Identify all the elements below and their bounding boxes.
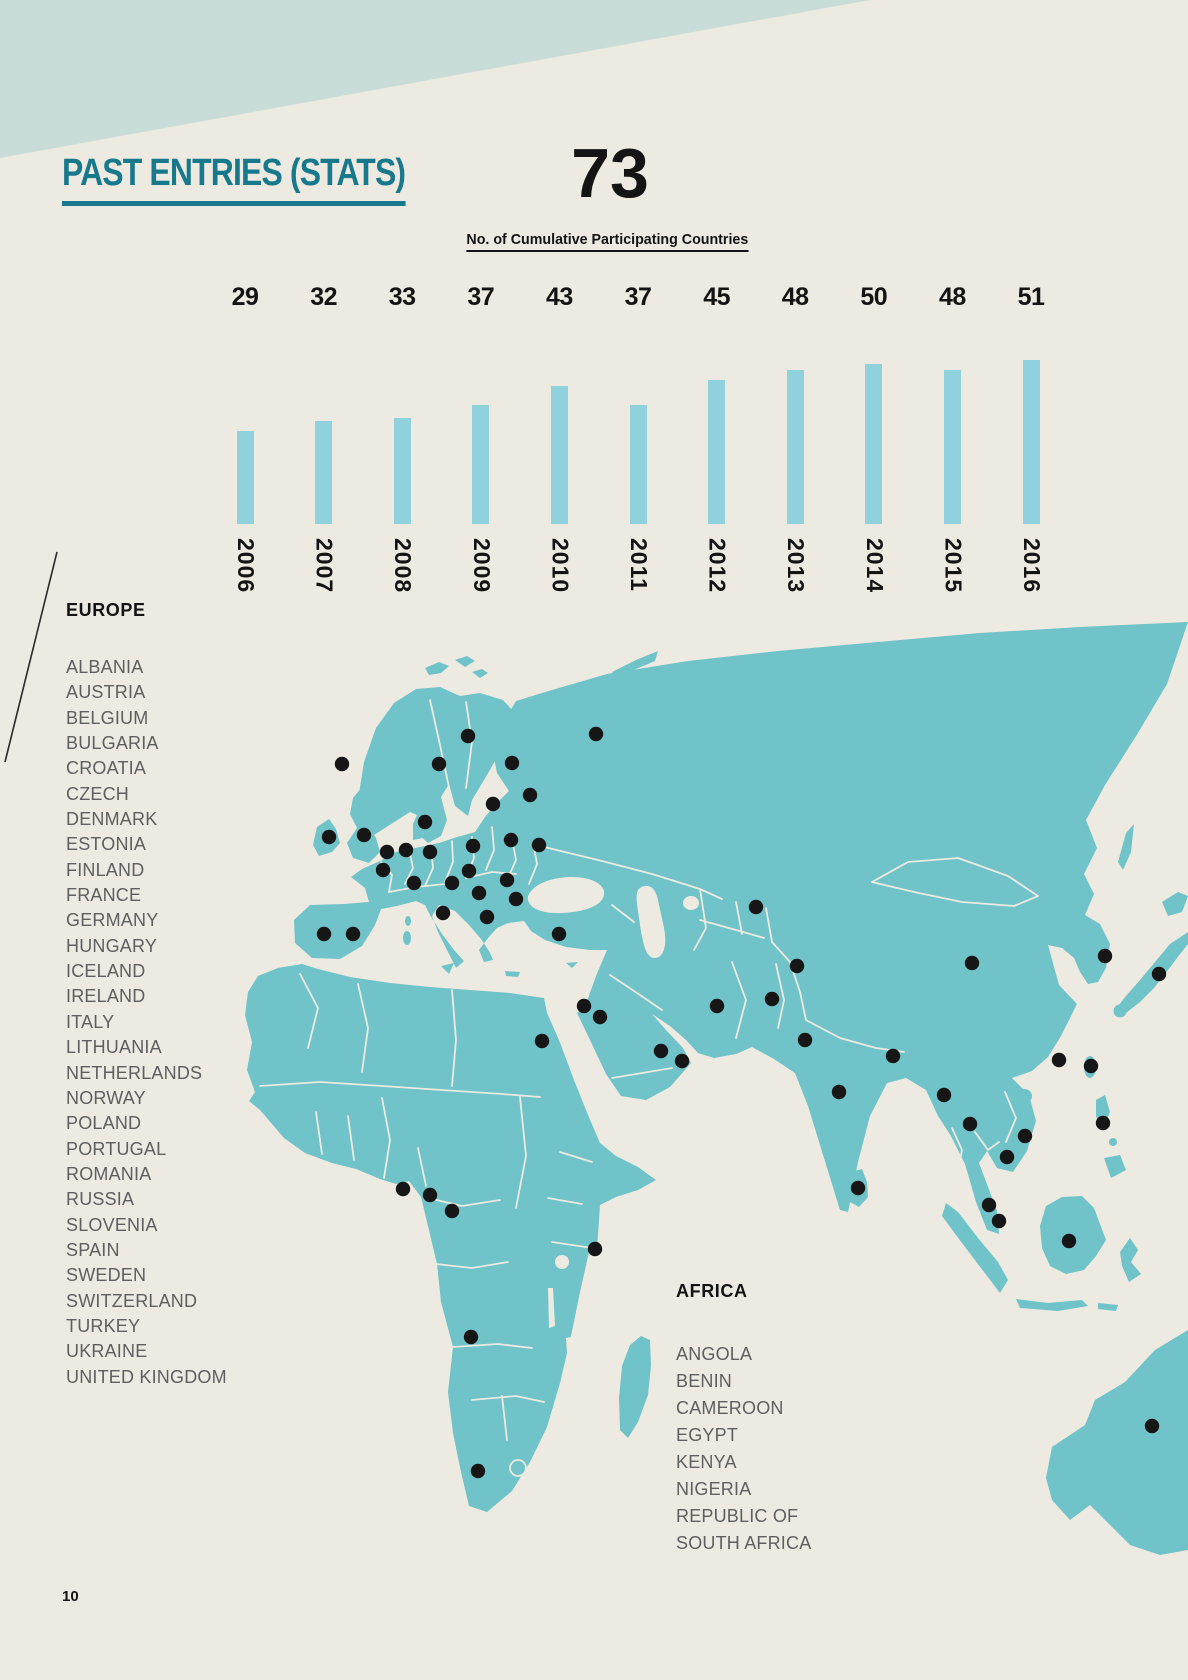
seas-and-lakes <box>506 877 699 1368</box>
country-dot <box>399 843 413 857</box>
bar-year-label: 2009 <box>468 538 495 594</box>
page-title: PAST ENTRIES (STATS) <box>62 152 405 206</box>
country-item: BULGARIA <box>66 733 159 754</box>
country-dot <box>982 1198 996 1212</box>
bar-year-label: 2010 <box>547 538 574 594</box>
landmass-novaya-zemlya <box>612 651 658 680</box>
landmass-visayas <box>1109 1138 1117 1146</box>
country-dot <box>1052 1053 1066 1067</box>
country-dot <box>464 1330 478 1344</box>
country-item: ESTONIA <box>66 834 147 855</box>
country-item: REPUBLIC OF SOUTH AFRICA <box>676 1506 812 1553</box>
country-dot <box>675 1054 689 1068</box>
country-dot <box>1098 949 1112 963</box>
country-item: ALBANIA <box>66 657 144 677</box>
landmass-madagascar <box>619 1336 651 1438</box>
europe-country-list <box>66 655 296 1390</box>
bar-chart <box>0 0 1188 620</box>
country-dot <box>798 1033 812 1047</box>
africa-country-list <box>676 1341 826 1557</box>
bar-value-label: 50 <box>860 283 888 311</box>
bar-year-label: 2016 <box>1019 538 1045 594</box>
country-item: ITALY <box>66 1011 115 1032</box>
bar <box>865 364 882 525</box>
country-dot <box>851 1181 865 1195</box>
country-item: UKRAINE <box>66 1341 148 1362</box>
country-dot <box>462 864 476 878</box>
country-item: POLAND <box>66 1113 142 1134</box>
country-item: NIGERIA <box>676 1479 752 1499</box>
country-item: IRELAND <box>66 986 146 1007</box>
landmass-honshu <box>1118 932 1188 1013</box>
bar <box>315 421 332 524</box>
lake-malawi <box>566 1337 573 1368</box>
landmass-australia <box>1046 1330 1188 1555</box>
bar <box>551 386 568 524</box>
country-item: AUSTRIA <box>66 682 146 703</box>
country-item: SWEDEN <box>66 1265 147 1286</box>
country-dot <box>509 892 523 906</box>
aegean-sea <box>506 923 530 941</box>
country-dot <box>1084 1059 1098 1073</box>
total-countries-number: 73 <box>571 134 649 212</box>
lake-victoria <box>555 1255 569 1269</box>
country-dot <box>593 1010 607 1024</box>
country-dot <box>480 910 494 924</box>
country-dot <box>588 1242 602 1256</box>
country-dot <box>992 1214 1006 1228</box>
country-item: CAMEROON <box>676 1398 784 1418</box>
country-dot <box>346 927 360 941</box>
bar <box>787 370 804 524</box>
country-dot <box>357 828 371 842</box>
bar <box>944 370 961 524</box>
country-item: ICELAND <box>66 961 146 982</box>
bar-value-label: 51 <box>1017 283 1045 311</box>
country-item: GERMANY <box>66 910 159 931</box>
country-borders <box>260 700 1038 1476</box>
country-item: FRANCE <box>66 885 142 906</box>
country-dot <box>461 729 475 743</box>
bar <box>630 405 647 524</box>
country-dot <box>376 863 390 877</box>
country-dot <box>1000 1150 1014 1164</box>
page-number: 10 <box>62 1588 79 1605</box>
bar-year-label: 2006 <box>233 538 259 594</box>
country-dot <box>505 756 519 770</box>
country-dot <box>486 797 500 811</box>
country-item: CROATIA <box>66 758 147 779</box>
bar <box>472 405 489 524</box>
country-item: HUNGARY <box>66 935 158 956</box>
landmass-denmark-isle <box>429 828 437 836</box>
bar-year-label: 2007 <box>311 538 338 594</box>
bar-value-label: 37 <box>624 283 652 311</box>
country-dot <box>965 956 979 970</box>
landmass-sardinia <box>403 931 411 945</box>
landmass-eurasia <box>294 622 1188 1234</box>
landmass-svalbard <box>425 656 488 678</box>
country-dot <box>552 927 566 941</box>
country-dot <box>832 1085 846 1099</box>
country-item: UNITED KINGDOM <box>66 1366 227 1387</box>
country-item: BELGIUM <box>66 707 149 728</box>
bar-value-label: 29 <box>231 283 259 311</box>
aral-sea <box>683 896 699 910</box>
landmass-britain <box>347 787 380 863</box>
country-item: ROMANIA <box>66 1163 152 1184</box>
country-item: BENIN <box>676 1371 733 1391</box>
europe-header: EUROPE <box>66 600 146 620</box>
landmass-scandinavia <box>358 687 514 843</box>
country-dot <box>963 1117 977 1131</box>
landmass-philippines <box>1096 1095 1126 1178</box>
africa-header: AFRICA <box>676 1281 748 1301</box>
country-dot <box>472 886 486 900</box>
country-dot <box>532 838 546 852</box>
country-dot <box>432 757 446 771</box>
bar-value-label: 48 <box>938 283 966 311</box>
bar-year-label: 2015 <box>940 538 967 594</box>
landmass-sumatra <box>942 1203 1008 1293</box>
country-dot <box>445 1204 459 1218</box>
country-dot <box>1145 1419 1159 1433</box>
landmass-java <box>1016 1299 1118 1311</box>
bar-year-label: 2011 <box>626 538 652 592</box>
country-dot <box>436 906 450 920</box>
country-dot <box>765 992 779 1006</box>
bar-value-label: 48 <box>781 283 809 311</box>
country-dot <box>396 1182 410 1196</box>
country-dot <box>589 727 603 741</box>
country-dot <box>710 999 724 1013</box>
country-item: DENMARK <box>66 809 158 830</box>
country-item: LITHUANIA <box>66 1037 162 1058</box>
country-dot <box>445 876 459 890</box>
landmass-sulawesi <box>1120 1238 1141 1282</box>
country-dot <box>418 815 432 829</box>
landmass-corsica <box>405 916 411 926</box>
country-item: KENYA <box>676 1452 737 1472</box>
country-dot <box>322 830 336 844</box>
country-item: SPAIN <box>66 1239 120 1260</box>
country-dot <box>407 876 421 890</box>
landmass-hainan <box>1016 1089 1032 1103</box>
country-dot <box>504 833 518 847</box>
country-dot <box>654 1044 668 1058</box>
country-dot <box>466 839 480 853</box>
bar <box>1023 360 1040 524</box>
landmass-sakhalin <box>1118 824 1134 870</box>
country-dot <box>423 845 437 859</box>
country-dot <box>790 959 804 973</box>
country-item: NETHERLANDS <box>66 1062 203 1083</box>
bar-year-label: 2012 <box>704 538 731 594</box>
country-dot <box>523 788 537 802</box>
landmass-africa <box>245 964 656 1512</box>
bar-value-label: 37 <box>467 283 495 311</box>
country-dot <box>749 900 763 914</box>
country-item: ANGOLA <box>676 1344 753 1364</box>
country-item: CZECH <box>66 783 129 804</box>
country-item: FINLAND <box>66 859 145 880</box>
bar <box>708 380 725 524</box>
country-item: EGYPT <box>676 1425 739 1445</box>
black-sea <box>528 877 604 913</box>
landmass-cyprus <box>566 962 578 968</box>
country-item: RUSSIA <box>66 1189 135 1210</box>
landmass-taiwan <box>1084 1056 1096 1078</box>
country-dot <box>1018 1129 1032 1143</box>
caspian-sea <box>637 886 666 958</box>
country-item: NORWAY <box>66 1087 146 1108</box>
landmass-crete <box>505 971 520 977</box>
bar-year-label: 2013 <box>783 538 810 594</box>
country-dot <box>1062 1234 1076 1248</box>
country-dot <box>317 927 331 941</box>
country-dot <box>380 845 394 859</box>
country-dot <box>886 1049 900 1063</box>
bar-year-label: 2008 <box>390 538 417 594</box>
lake-tanganyika <box>548 1288 555 1328</box>
country-dot <box>423 1188 437 1202</box>
country-dot <box>535 1034 549 1048</box>
bar-value-label: 45 <box>703 283 730 311</box>
country-dot <box>1096 1116 1110 1130</box>
country-item: PORTUGAL <box>66 1138 167 1159</box>
landmass-ireland <box>313 819 340 856</box>
country-dot <box>471 1464 485 1478</box>
chart-caption-text: No. of Cumulative Participating Countries <box>466 231 748 252</box>
landmass-sri-lanka <box>848 1169 868 1207</box>
bar <box>394 418 411 524</box>
country-item: TURKEY <box>66 1315 141 1336</box>
landmass-denmark <box>413 806 428 840</box>
country-item: SWITZERLAND <box>66 1290 198 1311</box>
bar-year-label: 2014 <box>861 538 888 594</box>
landmass-hokkaido <box>1162 892 1188 916</box>
bar-value-label: 32 <box>310 283 337 311</box>
country-item: SLOVENIA <box>66 1214 158 1235</box>
landmass-sicily <box>441 963 454 974</box>
country-dot <box>1152 967 1166 981</box>
bar <box>237 431 254 524</box>
country-dot <box>937 1088 951 1102</box>
bar-value-label: 33 <box>388 283 416 311</box>
landmass-borneo <box>1040 1196 1106 1274</box>
bar-value-label: 43 <box>545 283 573 311</box>
country-dot <box>335 757 349 771</box>
country-dot <box>577 999 591 1013</box>
landmass-kyushu <box>1114 1005 1127 1018</box>
country-dot <box>500 873 514 887</box>
